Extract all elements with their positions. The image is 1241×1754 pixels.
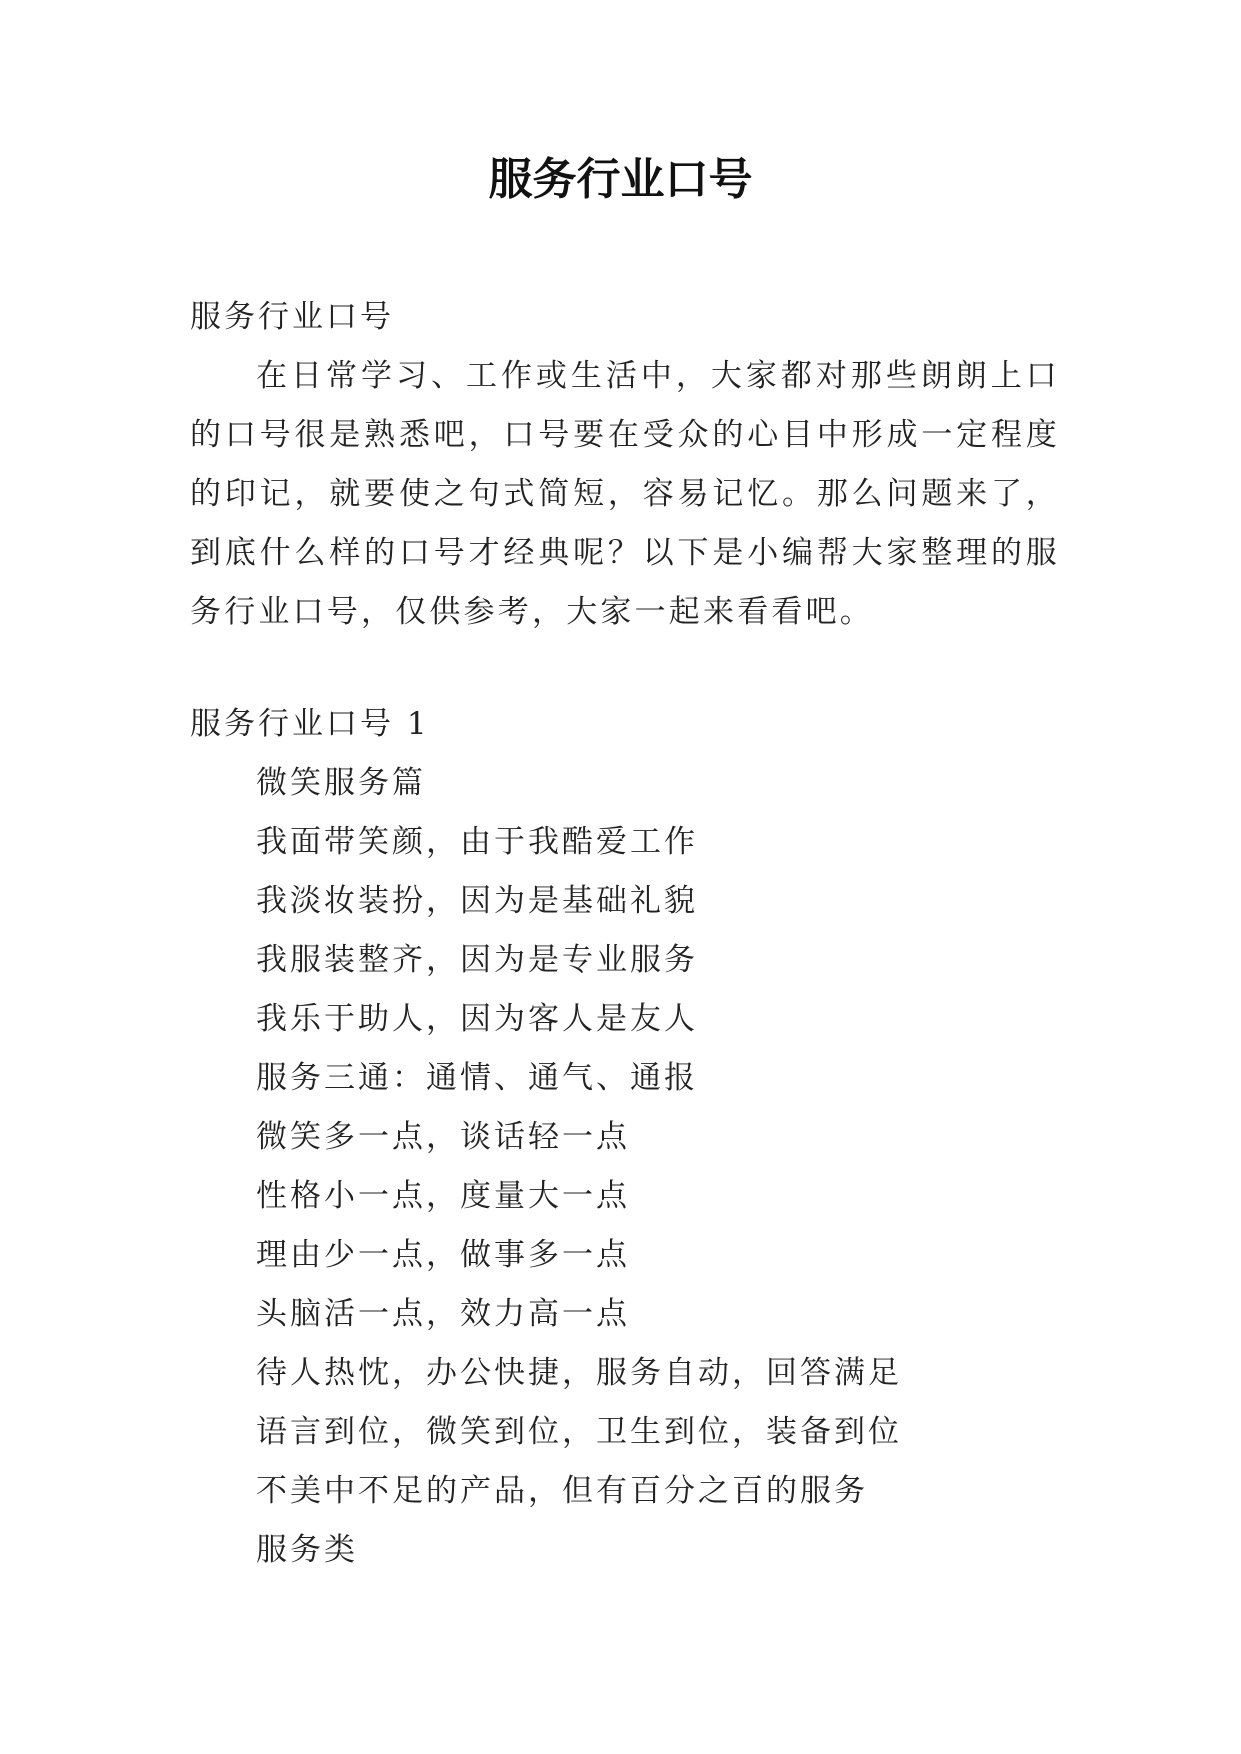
slogan-line: 我淡妆装扮，因为是基础礼貌	[256, 883, 698, 919]
slogan-line: 服务类	[256, 1532, 358, 1568]
intro-paragraph: 在日常学习、工作或生活中，大家都对那些朗朗上口的口号很是熟悉吧，口号要在受众的心目中形成一定程度的印记，就要使之句式简短，容易记忆。那么问题来了，到底什么样的口号才经典呢？以下是小编帮大家整理的服务行业口号，仅供参考，大家一起来看看吧。	[190, 358, 1060, 630]
slogan-line: 不美中不足的产品，但有百分之百的服务	[256, 1473, 868, 1509]
section-heading: 服务行业口号 1	[190, 706, 430, 742]
slogan-line: 我乐于助人，因为客人是友人	[256, 1001, 698, 1037]
document-title: 服务行业口号	[488, 154, 753, 205]
slogan-line: 头脑活一点，效力高一点	[256, 1296, 630, 1332]
document-subtitle: 服务行业口号	[190, 299, 394, 335]
slogan-line: 语言到位，微笑到位，卫生到位，装备到位	[256, 1414, 902, 1450]
slogan-line: 服务三通：通情、通气、通报	[256, 1060, 698, 1096]
document-body	[190, 288, 1060, 1580]
slogan-line: 微笑多一点，谈话轻一点	[256, 1119, 630, 1155]
slogan-line: 我服装整齐，因为是专业服务	[256, 942, 698, 978]
slogan-line: 理由少一点，做事多一点	[256, 1237, 630, 1273]
slogan-line: 微笑服务篇	[256, 765, 426, 801]
slogan-line: 我面带笑颜，由于我酷爱工作	[256, 824, 698, 860]
slogan-line: 性格小一点，度量大一点	[256, 1178, 630, 1214]
slogan-line: 待人热忱，办公快捷，服务自动，回答满足	[256, 1355, 902, 1391]
paragraph-spacer	[190, 642, 1060, 695]
